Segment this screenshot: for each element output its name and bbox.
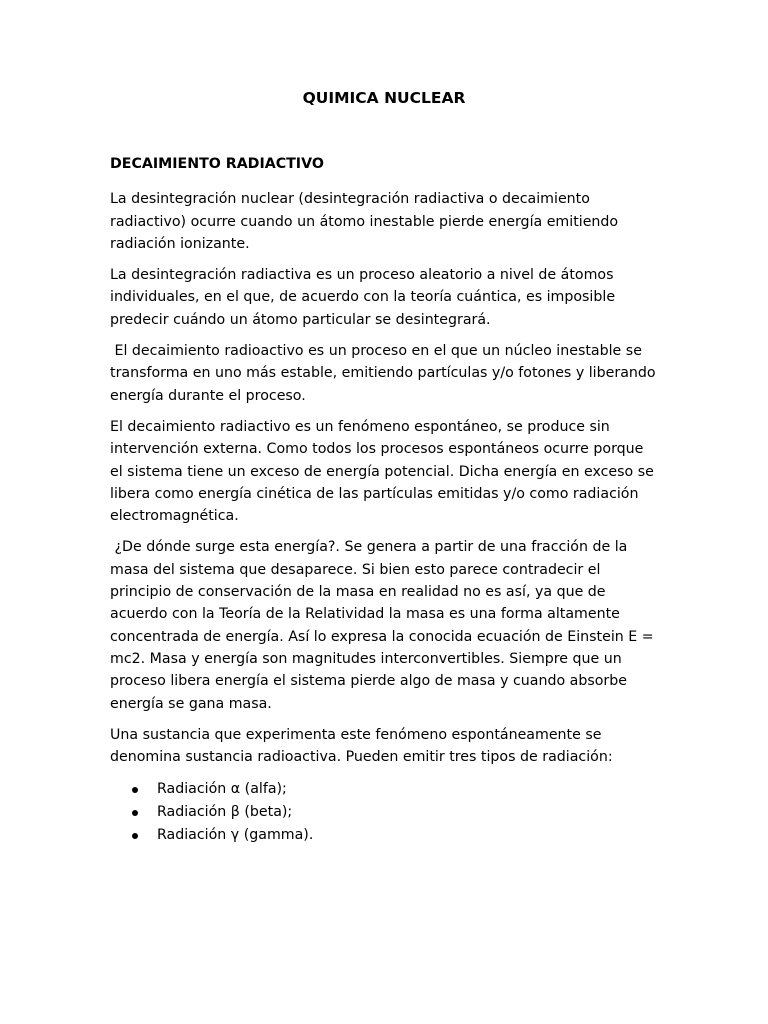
document-title: QUIMICA NUCLEAR	[302, 89, 466, 107]
paragraph-4: El decaimiento radiactivo es un fenómeno espontáneo, se produce sin intervención externa. Como todos los procesos espontáneos ocurre porque el sistema tiene un exceso de energía potencial. Dicha energía en exceso se libera como energía cinética de las partículas emitidas y/o como radiación electromagnética.	[110, 418, 654, 525]
paragraph-3: El decaimiento radioactivo es un proceso en el que un núcleo inestable se transforma en uno más estable, emitiendo partículas y/o fotones y liberando energía durante el proceso.	[110, 343, 661, 404]
paragraph-2: La desintegración radiactiva es un proceso aleatorio a nivel de átomos individuales, en el que, de acuerdo con la teoría cuántica, es imposible predecir cuándo un átomo particular se desintegrará.	[110, 267, 616, 328]
section-heading: DECAIMIENTO RADIACTIVO	[110, 156, 324, 172]
bullet-icon	[132, 787, 138, 793]
list-item-text: Radiación γ (gamma).	[157, 827, 314, 844]
bullet-icon	[132, 810, 138, 816]
list-item-text: Radiación β (beta);	[157, 804, 293, 821]
paragraph-5: ¿De dónde surge esta energía?. Se genera a partir de una fracción de la masa del sistema que desaparece. Si bien esto parece contradecir el principio de conservación de la masa en realidad no es así, ya que de acuerdo con la Teoría de la Relatividad la masa es una forma altamente concentrada de energía. Así lo expresa la conocida ecuación de Einstein E = mc2. Masa y energía son magnitudes interconvertibles. Siempre que un proceso libera energía el sistema pierde algo de masa y cuando absorbe energía se gana masa.	[110, 539, 659, 712]
list-item-text: Radiación α (alfa);	[157, 781, 287, 798]
list-item	[110, 824, 660, 847]
paragraph-6: Una sustancia que experimenta este fenómeno espontáneamente se denomina sustancia radioactiva. Pueden emitir tres tipos de radiación:	[110, 726, 613, 766]
radiation-types-list	[110, 778, 660, 847]
list-item	[110, 801, 660, 824]
list-item	[110, 778, 660, 801]
document-body	[110, 153, 660, 847]
bullet-icon	[132, 833, 138, 839]
paragraph-1: La desintegración nuclear (desintegración radiactiva o decaimiento radiactivo) ocurre cuando un átomo inestable pierde energía emitiendo radiación ionizante.	[110, 191, 619, 252]
